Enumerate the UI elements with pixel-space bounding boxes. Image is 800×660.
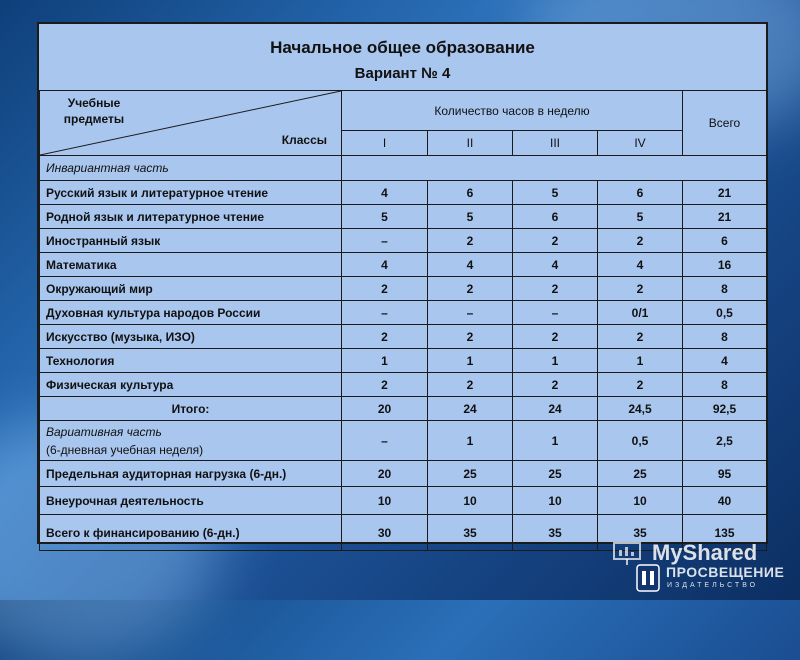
table-row bbox=[40, 205, 767, 229]
hours-cell: 2 bbox=[428, 325, 513, 349]
variative-label bbox=[40, 421, 342, 461]
total-cell: 2,5 bbox=[683, 421, 767, 461]
subject-name: Математика bbox=[40, 253, 342, 277]
hours-cell: 1 bbox=[513, 421, 598, 461]
hours-cell: 35 bbox=[513, 515, 598, 551]
hours-cell: 6 bbox=[513, 205, 598, 229]
hours-cell: 5 bbox=[513, 181, 598, 205]
hours-cell: 4 bbox=[342, 253, 428, 277]
hours-cell: 10 bbox=[598, 487, 683, 515]
hours-cell: 10 bbox=[513, 487, 598, 515]
hours-cell: 6 bbox=[598, 181, 683, 205]
hours-cell: 10 bbox=[342, 487, 428, 515]
total-cell: 8 bbox=[683, 373, 767, 397]
total-cell: 16 bbox=[683, 253, 767, 277]
financing-label: Всего к финансированию (6-дн.) bbox=[40, 515, 342, 551]
hours-cell: 5 bbox=[428, 205, 513, 229]
load-label: Предельная аудиторная нагрузка (6-дн.) bbox=[40, 461, 342, 487]
hours-cell: 1 bbox=[598, 349, 683, 373]
hours-cell: 25 bbox=[513, 461, 598, 487]
curriculum-table bbox=[39, 90, 767, 551]
hours-cell: 2 bbox=[428, 277, 513, 301]
hours-cell: 20 bbox=[342, 461, 428, 487]
hours-cell: 4 bbox=[598, 253, 683, 277]
variative-note: (6-дневная учебная неделя) bbox=[46, 442, 204, 457]
subject-name: Окружающий мир bbox=[40, 277, 342, 301]
hours-cell: – bbox=[428, 301, 513, 325]
hours-cell: 2 bbox=[598, 325, 683, 349]
curriculum-panel bbox=[37, 22, 768, 544]
hours-cell: 2 bbox=[513, 277, 598, 301]
hours-cell: 2 bbox=[513, 229, 598, 253]
hours-cell: 10 bbox=[428, 487, 513, 515]
subject-name: Искусство (музыка, ИЗО) bbox=[40, 325, 342, 349]
hours-cell: – bbox=[342, 301, 428, 325]
hours-cell: 20 bbox=[342, 397, 428, 421]
hours-cell: 2 bbox=[513, 373, 598, 397]
hours-cell: 5 bbox=[598, 205, 683, 229]
hours-cell: 4 bbox=[342, 181, 428, 205]
total-cell: 92,5 bbox=[683, 397, 767, 421]
publisher-emblem-icon bbox=[636, 564, 660, 592]
total-cell: 0,5 bbox=[683, 301, 767, 325]
hours-header: Количество часов в неделю bbox=[342, 91, 683, 131]
hours-cell: 4 bbox=[428, 253, 513, 277]
hours-cell: 0/1 bbox=[598, 301, 683, 325]
total-cell: 135 bbox=[683, 515, 767, 551]
extra-row bbox=[40, 487, 767, 515]
table-row bbox=[40, 349, 767, 373]
table-row bbox=[40, 181, 767, 205]
load-row bbox=[40, 461, 767, 487]
table-row bbox=[40, 229, 767, 253]
hours-cell: 25 bbox=[598, 461, 683, 487]
myshared-text: MyShared bbox=[652, 540, 758, 565]
grade-header: III bbox=[513, 131, 598, 156]
page-title: Начальное общее образование bbox=[270, 38, 535, 57]
total-cell: 6 bbox=[683, 229, 767, 253]
hours-cell: 2 bbox=[428, 229, 513, 253]
table-row bbox=[40, 277, 767, 301]
hours-cell: 1 bbox=[428, 349, 513, 373]
grade-header: IV bbox=[598, 131, 683, 156]
hours-cell: 2 bbox=[342, 325, 428, 349]
grade-header: I bbox=[342, 131, 428, 156]
total-cell: 21 bbox=[683, 181, 767, 205]
subject-name: Физическая культура bbox=[40, 373, 342, 397]
hours-cell: 35 bbox=[428, 515, 513, 551]
variative-row bbox=[40, 421, 767, 461]
hours-cell: 2 bbox=[598, 373, 683, 397]
hours-cell: 25 bbox=[428, 461, 513, 487]
hours-cell: 0,5 bbox=[598, 421, 683, 461]
empty-cell bbox=[342, 156, 767, 181]
total-cell: 4 bbox=[683, 349, 767, 373]
grade-header: II bbox=[428, 131, 513, 156]
hours-cell: 30 bbox=[342, 515, 428, 551]
total-header: Всего bbox=[683, 91, 767, 156]
hours-cell: 35 bbox=[598, 515, 683, 551]
publisher-name: ПРОСВЕЩЕНИЕ bbox=[666, 564, 785, 580]
total-cell: 40 bbox=[683, 487, 767, 515]
table-row bbox=[40, 373, 767, 397]
subject-name: Технология bbox=[40, 349, 342, 373]
hours-cell: 24 bbox=[428, 397, 513, 421]
subjects-header: Учебные предметы bbox=[63, 96, 125, 126]
hours-cell: – bbox=[513, 301, 598, 325]
itogo-row bbox=[40, 397, 767, 421]
page-subtitle: Вариант № 4 bbox=[354, 65, 451, 82]
hours-cell: 5 bbox=[342, 205, 428, 229]
subject-name: Духовная культура народов России bbox=[40, 301, 342, 325]
table-row bbox=[40, 253, 767, 277]
hours-cell: 2 bbox=[513, 325, 598, 349]
hours-cell: – bbox=[342, 229, 428, 253]
subject-name: Иностранный язык bbox=[40, 229, 342, 253]
publisher-logo bbox=[636, 562, 796, 596]
total-cell: 95 bbox=[683, 461, 767, 487]
hours-cell: 1 bbox=[513, 349, 598, 373]
hours-cell: 2 bbox=[598, 277, 683, 301]
hours-cell: 2 bbox=[428, 373, 513, 397]
publisher-subtitle: ИЗДАТЕЛЬСТВО bbox=[667, 582, 759, 589]
hours-cell: 4 bbox=[513, 253, 598, 277]
table-row bbox=[40, 325, 767, 349]
hours-cell: 24 bbox=[513, 397, 598, 421]
extra-label: Внеурочная деятельность bbox=[40, 487, 342, 515]
total-cell: 8 bbox=[683, 277, 767, 301]
hours-cell: 2 bbox=[342, 277, 428, 301]
total-cell: 21 bbox=[683, 205, 767, 229]
hours-cell: 1 bbox=[342, 349, 428, 373]
hours-cell: 24,5 bbox=[598, 397, 683, 421]
classes-header: Классы bbox=[281, 133, 327, 147]
hours-cell: 1 bbox=[428, 421, 513, 461]
hours-cell: 6 bbox=[428, 181, 513, 205]
diagonal-header-cell bbox=[40, 91, 342, 156]
hours-cell: 2 bbox=[598, 229, 683, 253]
total-cell: 8 bbox=[683, 325, 767, 349]
subject-name: Родной язык и литературное чтение bbox=[40, 205, 342, 229]
hours-cell: – bbox=[342, 421, 428, 461]
table-row bbox=[40, 301, 767, 325]
section-invariant: Инвариантная часть bbox=[40, 156, 342, 181]
hours-cell: 2 bbox=[342, 373, 428, 397]
subject-name: Русский язык и литературное чтение bbox=[40, 181, 342, 205]
itogo-label: Итого: bbox=[40, 397, 342, 421]
variative-title: Вариативная часть bbox=[46, 424, 162, 439]
